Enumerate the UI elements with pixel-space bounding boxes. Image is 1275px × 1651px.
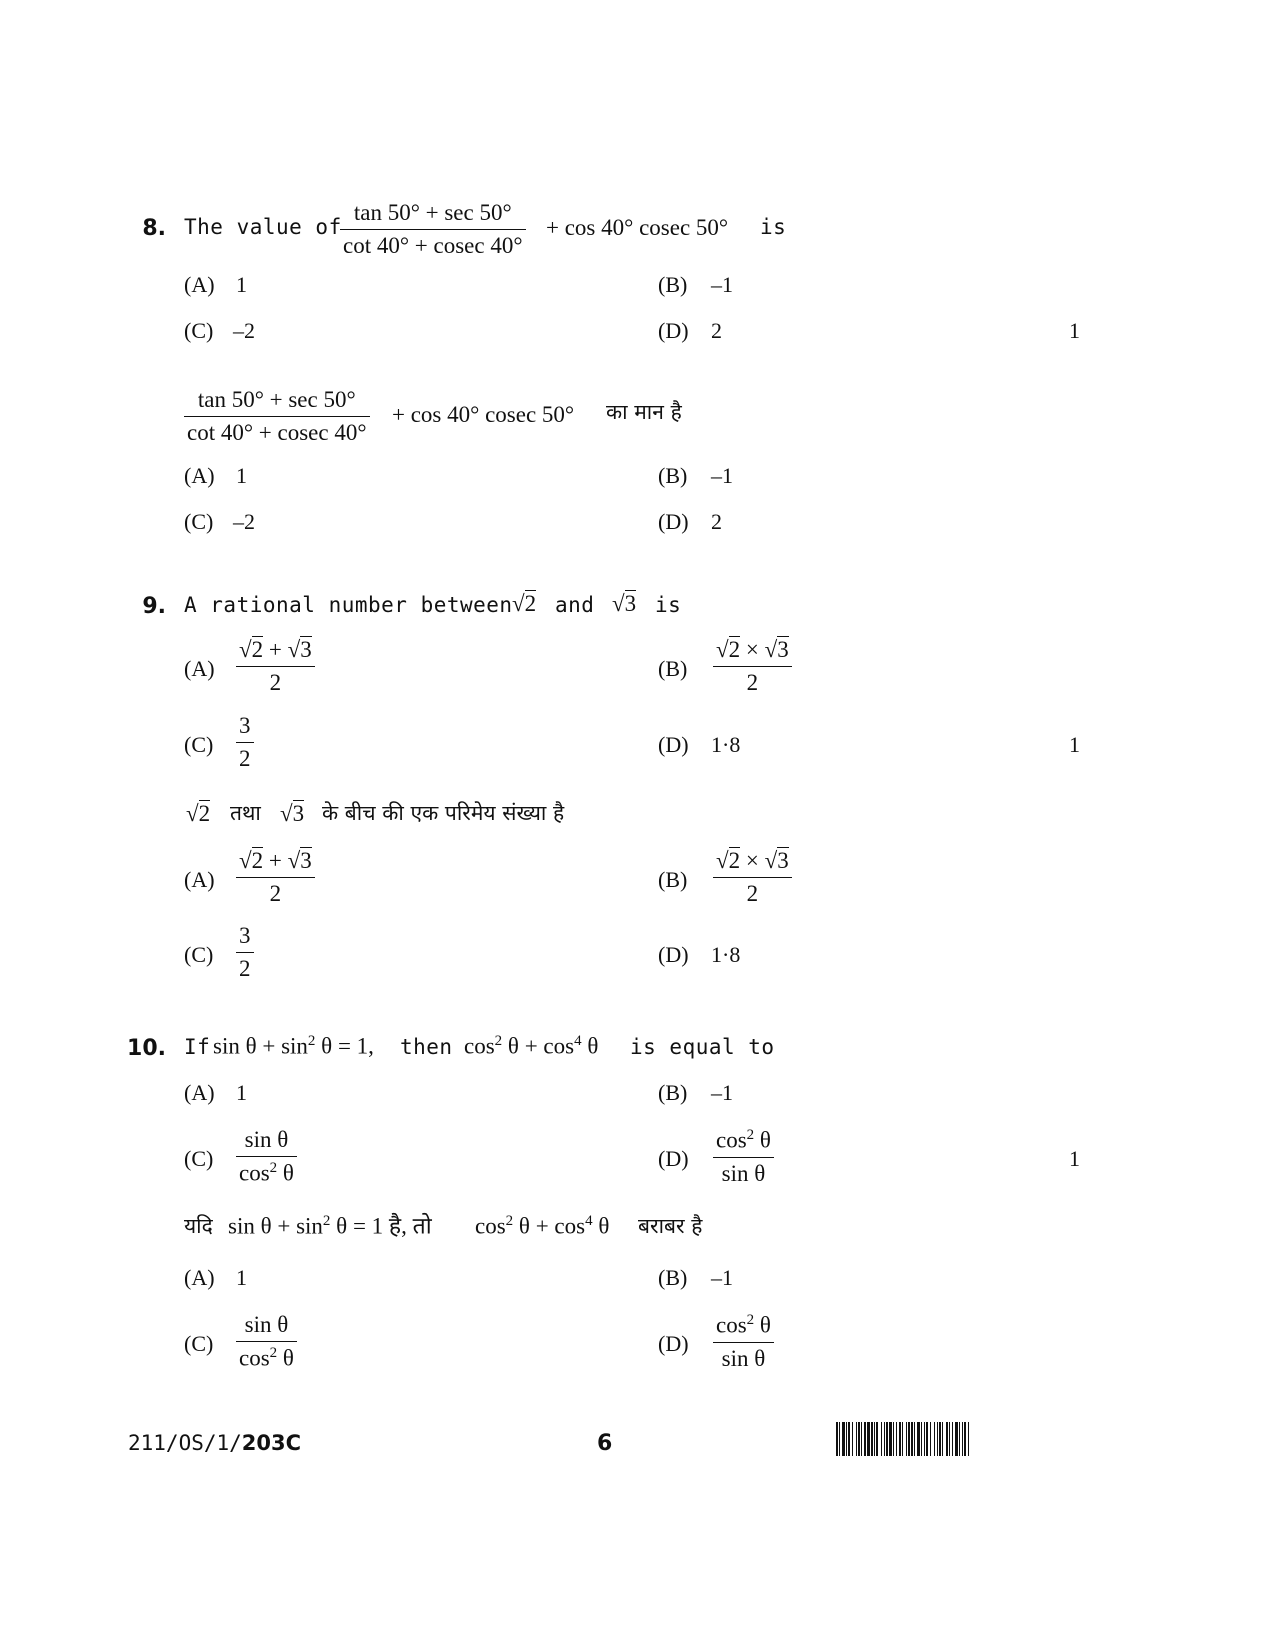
fraction-expression <box>340 200 526 259</box>
expr-part: θ = 1 है, तो <box>336 1213 432 1239</box>
fraction-denominator: 2 <box>746 670 759 695</box>
option-value: –1 <box>711 1265 733 1290</box>
fraction-expression <box>184 387 370 446</box>
fraction-numerator: 3 <box>236 713 254 743</box>
fraction-denominator: 2 <box>746 881 759 906</box>
expr-part: θ <box>598 1213 610 1239</box>
paper-code-suffix: 203C <box>241 1431 302 1455</box>
radicand: 3 <box>300 848 312 873</box>
radicand: 3 <box>777 637 789 662</box>
option-label: (A) <box>184 1265 215 1290</box>
option-value: –1 <box>711 272 733 297</box>
operator: + <box>268 848 282 873</box>
fraction-numerator: sin θ <box>236 1127 297 1157</box>
question-stem-suffix: is <box>760 215 787 239</box>
option-value: 1 <box>236 463 247 488</box>
exponent: 2 <box>269 1345 278 1361</box>
radicand: 2 <box>251 848 264 873</box>
target-expression <box>475 1214 609 1238</box>
expr-part: θ <box>282 1345 294 1371</box>
option-value: 1·8 <box>711 942 741 967</box>
expr-part: θ <box>282 1160 294 1186</box>
question-stem-then: then <box>400 1035 453 1059</box>
expr-part: θ = 1, <box>321 1033 374 1059</box>
option-label: (A) <box>184 867 215 892</box>
hindi-stem-suffix: का मान है <box>606 400 682 424</box>
option-label: (D) <box>658 1146 689 1171</box>
option-label: (D) <box>658 318 689 343</box>
radicand: 2 <box>728 848 741 873</box>
fraction-option: $\frac{√2 + √3}{2}$ <box>236 848 315 907</box>
radicand: 2 <box>728 637 741 662</box>
option-label: (C) <box>184 1146 214 1171</box>
fraction-option <box>713 1127 774 1187</box>
fraction-denominator: sin θ <box>721 1160 766 1186</box>
question-stem-suffix: is equal to <box>630 1035 775 1059</box>
option-label: (A) <box>184 272 215 297</box>
question-stem-suffix: is <box>655 593 682 617</box>
marks: 1 <box>1069 318 1080 343</box>
option-label: (D) <box>658 1331 689 1356</box>
fraction-numerator: sin θ <box>236 1312 297 1342</box>
option-label: (C) <box>184 732 214 757</box>
exponent: 4 <box>574 1033 582 1049</box>
exponent: 2 <box>269 1160 278 1176</box>
fraction-numerator: tan 50° + sec 50° <box>340 200 526 230</box>
option-label: (B) <box>658 656 688 681</box>
fraction-denominator: 2 <box>239 746 251 771</box>
option-value: 2 <box>711 509 722 534</box>
question-number: 9. <box>142 594 166 619</box>
option-label: (D) <box>658 942 689 967</box>
question-stem: The value of <box>184 215 342 239</box>
radicand: 3 <box>292 801 305 826</box>
option-label: (C) <box>184 942 214 967</box>
operator: × <box>745 848 759 873</box>
expr-part: sin θ + sin <box>228 1213 323 1239</box>
sqrt-expression: √2 <box>186 801 211 826</box>
fraction-numerator: tan 50° + sec 50° <box>184 387 370 417</box>
expr-part: cos <box>239 1160 270 1186</box>
option-value: –1 <box>711 1080 733 1105</box>
option-label: (B) <box>658 463 688 488</box>
expr-part: θ <box>587 1033 599 1059</box>
fraction-denominator: cot 40° + cosec 40° <box>343 233 523 258</box>
expression-tail: + cos 40° cosec 50° <box>392 402 575 427</box>
sqrt-expression: √3 <box>612 591 637 616</box>
hindi-if: यदि <box>184 1214 213 1238</box>
fraction-option <box>236 713 254 772</box>
exponent: 2 <box>746 1127 755 1143</box>
fraction-denominator: 2 <box>269 670 282 695</box>
fraction-option: $\frac{√2 \times √3}{2}$ <box>713 848 792 907</box>
option-label: (A) <box>184 463 215 488</box>
fraction-option <box>236 1127 297 1187</box>
fraction-option <box>236 1312 297 1372</box>
expr-part: θ <box>759 1127 771 1153</box>
paper-code <box>128 1433 301 1454</box>
radicand: 3 <box>300 637 312 662</box>
operator: × <box>745 637 759 662</box>
page-number: 6 <box>597 1431 613 1456</box>
exponent: 2 <box>307 1033 316 1049</box>
marks: 1 <box>1069 1146 1080 1171</box>
sqrt-expression: √2 <box>512 591 537 616</box>
question-stem-if: If <box>184 1035 211 1059</box>
exponent: 2 <box>322 1213 331 1229</box>
question-stem-and: and <box>555 593 595 617</box>
option-value: 1·8 <box>711 732 741 757</box>
marks: 1 <box>1069 732 1080 757</box>
fraction-option: $\frac{√2 + √3}{2}$ <box>236 637 315 696</box>
hindi-stem-suffix: बराबर है <box>638 1214 703 1238</box>
fraction-denominator: 2 <box>239 956 251 981</box>
target-expression <box>464 1034 598 1058</box>
option-label: (C) <box>184 509 214 534</box>
option-label: (A) <box>184 1080 215 1105</box>
option-value: 2 <box>711 318 722 343</box>
radicand: 2 <box>251 637 264 662</box>
fraction-option: $\frac{√2 \times √3}{2}$ <box>713 637 792 696</box>
paper-code-prefix: 211/OS/1/ <box>128 1431 242 1455</box>
expr-part: sin θ + sin <box>213 1033 308 1059</box>
radicand: 3 <box>777 848 789 873</box>
barcode-graphic <box>836 1422 1084 1456</box>
fraction-denominator: sin θ <box>721 1345 766 1371</box>
fraction-denominator: 2 <box>269 881 282 906</box>
option-value: –2 <box>233 318 255 343</box>
option-label: (B) <box>658 867 688 892</box>
option-label: (C) <box>184 318 214 343</box>
expr-part: cos <box>716 1312 747 1338</box>
option-value: 1 <box>236 1265 247 1290</box>
option-label: (A) <box>184 656 215 681</box>
expression-tail: + cos 40° cosec 50° <box>546 215 729 240</box>
fraction-option <box>713 1312 774 1372</box>
barcode <box>836 1422 1084 1456</box>
option-label: (D) <box>658 509 689 534</box>
expr-part: cos <box>464 1033 495 1059</box>
question-stem: A rational number between <box>184 593 513 617</box>
expr-part: θ + cos <box>518 1213 586 1239</box>
expr-part: cos <box>239 1345 270 1371</box>
option-label: (C) <box>184 1331 214 1356</box>
expr-part: θ + cos <box>507 1033 575 1059</box>
operator: + <box>268 637 282 662</box>
exponent: 2 <box>505 1213 514 1229</box>
expr-part: θ <box>759 1312 771 1338</box>
condition-expression <box>228 1214 432 1238</box>
exponent: 4 <box>585 1213 593 1229</box>
radicand: 2 <box>524 591 537 616</box>
question-number: 8. <box>142 216 166 241</box>
option-label: (B) <box>658 272 688 297</box>
fraction-option <box>236 923 254 982</box>
sqrt-expression: √3 <box>280 801 305 826</box>
option-label: (B) <box>658 1265 688 1290</box>
fraction-denominator: cot 40° + cosec 40° <box>187 420 367 445</box>
question-number: 10. <box>127 1036 166 1061</box>
fraction-numerator: 3 <box>236 923 254 953</box>
hindi-stem-suffix: के बीच की एक परिमेय संख्या है <box>322 801 565 825</box>
expr-part: cos <box>716 1127 747 1153</box>
option-value: –1 <box>711 463 733 488</box>
radicand: 3 <box>624 591 637 616</box>
exponent: 2 <box>494 1033 503 1049</box>
hindi-conjunction: तथा <box>230 801 261 825</box>
option-value: 1 <box>236 272 247 297</box>
option-label: (D) <box>658 732 689 757</box>
option-label: (B) <box>658 1080 688 1105</box>
option-value: –2 <box>233 509 255 534</box>
condition-expression <box>213 1034 374 1058</box>
expr-part: cos <box>475 1213 506 1239</box>
option-value: 1 <box>236 1080 247 1105</box>
radicand: 2 <box>198 801 211 826</box>
exponent: 2 <box>746 1312 755 1328</box>
